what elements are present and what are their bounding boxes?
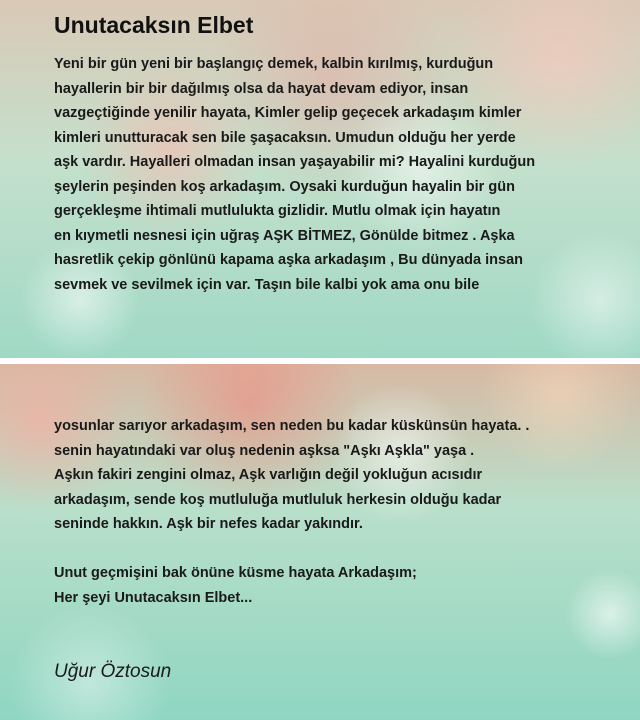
poem-line: gerçekleşme ihtimali mutlulukta gizlidir. Mutlu olmak için hayatın: [54, 203, 501, 219]
poem-line: Unut geçmişini bak önüne küsme hayata Arkadaşım;: [54, 565, 417, 581]
poem-line: sevmek ve sevilmek için var. Taşın bile kalbi yok ama onu bile: [54, 276, 480, 293]
poem-body-top: [54, 52, 614, 297]
poem-line: Aşkın fakiri zengini olmaz, Aşk varlığın değil yokluğun acısıdır: [54, 467, 483, 483]
poem-author: Uğur Öztosun: [54, 661, 172, 682]
poem-line: seninde hakkın. Aşk bir nefes kadar yakındır.: [54, 516, 363, 532]
poem-line: aşk vardır. Hayalleri olmadan insan yaşayabilir mi? Hayalini kurduğun: [54, 154, 536, 170]
poem-panel-bottom: [0, 364, 640, 720]
poem-body-bottom: [54, 414, 614, 610]
poem-line: arkadaşım, sende koş mutluluğa mutluluk herkesin olduğu kadar: [54, 491, 502, 508]
poem-title: Unutacaksın Elbet: [54, 12, 254, 38]
poem-line: hasretlik çekip gönlünü kapama aşka arkadaşım , Bu dünyada insan: [54, 252, 524, 268]
poem-line: Yeni bir gün yeni bir başlangıç demek, kalbin kırılmış, kurduğun: [54, 56, 494, 72]
poem-line: kimleri unutturacak sen bile şaşacaksın. Umudun olduğu her yerde: [54, 129, 516, 146]
poem-line: hayallerin bir bir dağılmış olsa da hayat devam ediyor, insan: [54, 80, 469, 97]
poem-line: yosunlar sarıyor arkadaşım, sen neden bu kadar küskünsün hayata. .: [54, 418, 530, 434]
poem-line: senin hayatındaki var oluş nedenin aşksa "Aşkı Aşkla" yaşa .: [54, 442, 475, 459]
poem-line: Her şeyi Unutacaksın Elbet...: [54, 589, 253, 606]
stanza-break: [54, 537, 614, 562]
poem-line: vazgeçtiğinde yenilir hayata, Kimler gelip geçecek arkadaşım kimler: [54, 105, 522, 121]
poem-panel-top: [0, 0, 640, 358]
poem-line: en kıymetli nesnesi için uğraş AŞK BİTMEZ, Gönülde bitmez . Aşka: [54, 227, 515, 244]
poem-line: şeylerin peşinden koş arkadaşım. Oysaki kurduğun hayalin bir gün: [54, 178, 515, 195]
